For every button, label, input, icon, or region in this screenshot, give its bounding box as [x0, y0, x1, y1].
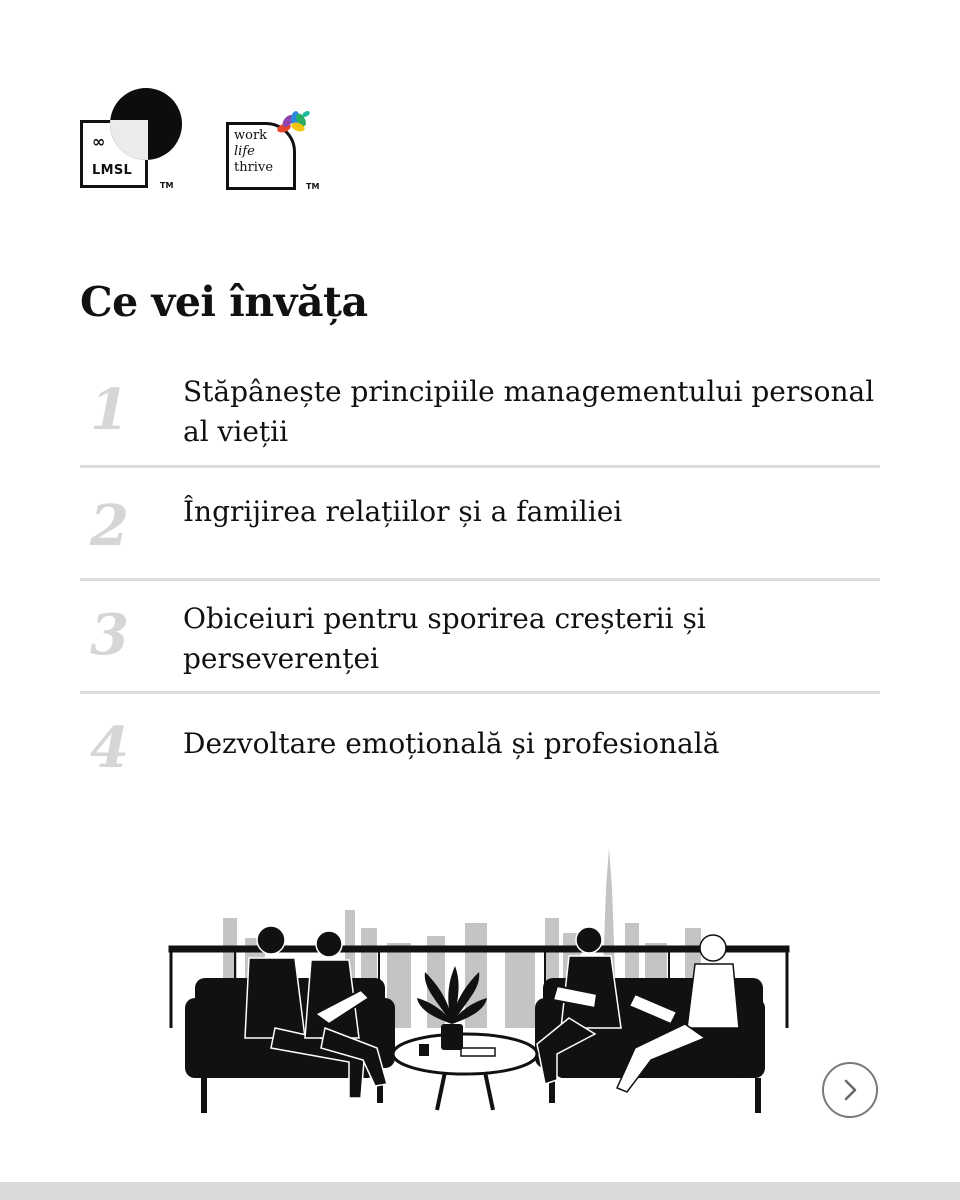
infinity-icon: ∞ [92, 132, 106, 151]
item-text: Îngrijirea relațiilor și a familiei [183, 495, 623, 528]
wlt-word-work: work [234, 128, 268, 143]
lmsl-logo [80, 88, 190, 198]
flower-icon [274, 108, 310, 138]
lmsl-trademark: TM [160, 181, 174, 190]
item-text: Obiceiuri pentru sporirea creșterii și perseverenței [183, 602, 706, 675]
item-number: 2 [90, 493, 129, 559]
chevron-right-icon [838, 1078, 862, 1102]
list-item [80, 694, 880, 794]
item-text: Dezvoltare emoțională și profesională [183, 727, 720, 760]
lounge-illustration [165, 848, 795, 1118]
page-title: Ce vei învăța [80, 278, 368, 326]
wlt-word-thrive: thrive [234, 160, 274, 175]
wlt-word-life: life [234, 144, 255, 159]
list-item [80, 581, 880, 694]
item-number: 3 [90, 602, 129, 668]
item-number: 1 [90, 377, 129, 443]
work-life-thrive-logo [226, 108, 326, 198]
wlt-logo-text [234, 128, 273, 176]
coffee-table [393, 1034, 537, 1110]
list-item [80, 360, 880, 468]
bottom-bar [0, 1182, 960, 1200]
list-item [80, 468, 880, 581]
learning-list [80, 360, 880, 794]
item-number: 4 [90, 715, 129, 781]
wlt-trademark: TM [306, 182, 320, 191]
lmsl-logo-text: LMSL [92, 163, 133, 178]
item-text: Stăpânește principiile managementului personal al vieții [183, 375, 875, 448]
next-slide-button[interactable] [822, 1062, 878, 1118]
lmsl-logo-overlap [110, 120, 148, 160]
